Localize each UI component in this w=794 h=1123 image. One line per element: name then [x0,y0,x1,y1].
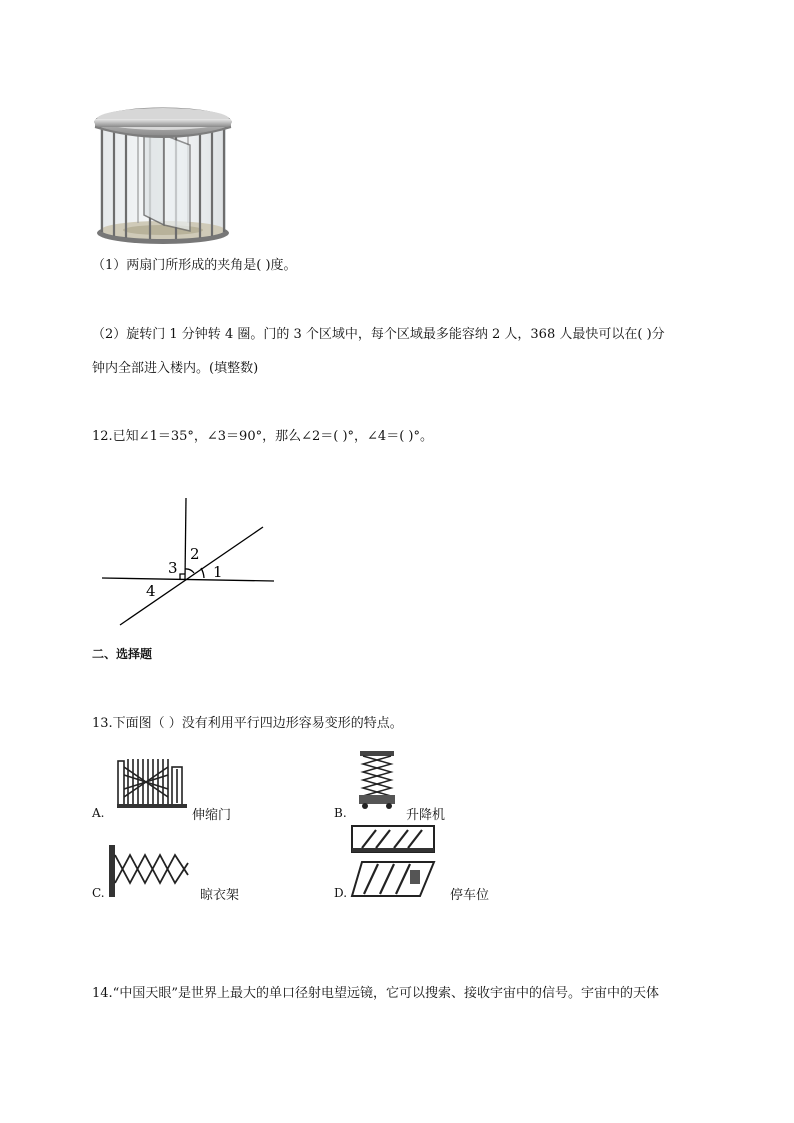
option-b-label[interactable]: 升降机 [406,808,446,823]
angle-label-4: 4 [146,582,156,600]
angle-label-3: 3 [168,559,178,577]
section-2-title: 二、选择题 [92,647,153,661]
parking-space-image [350,826,436,900]
q11-part1: （1）两扇门所形成的夹角是( )度。 [92,258,297,273]
scissor-lift-image [357,750,397,810]
q11-part2-line1: （2）旋转门 1 分钟转 4 圈。门的 3 个区域中，每个区域最多能容纳 2 人，368 人最快可以在( )分 [92,327,665,342]
option-a-label[interactable]: 伸缩门 [192,808,232,823]
option-b-letter[interactable]: B. [334,806,347,820]
option-a-letter[interactable]: A. [92,806,105,820]
q11-part2-line2: 钟内全部进入楼内。(填整数) [92,361,259,376]
angle-label-1: 1 [213,563,223,581]
option-c-letter[interactable]: C. [92,886,105,900]
q14-text: 14.“中国天眼”是世界上最大的单口径射电望远镜，它可以搜索、接收宇宙中的信号。宇宙中的天体 [92,986,659,1001]
telescopic-gate-image [117,757,187,809]
option-c-label[interactable]: 晾衣架 [200,888,240,903]
q13-text: 13.下面图（ ）没有利用平行四边形容易变形的特点。 [92,716,403,731]
option-d-label[interactable]: 停车位 [450,888,490,903]
angle-diagram [100,495,280,630]
option-d-letter[interactable]: D. [334,886,348,900]
clothes-rack-image [108,845,190,897]
angle-label-2: 2 [190,545,200,563]
revolving-door-image [92,105,234,245]
q12-text: 12.已知∠1＝35°，∠3＝90°，那么∠2＝( )°，∠4＝( )°。 [92,429,433,444]
